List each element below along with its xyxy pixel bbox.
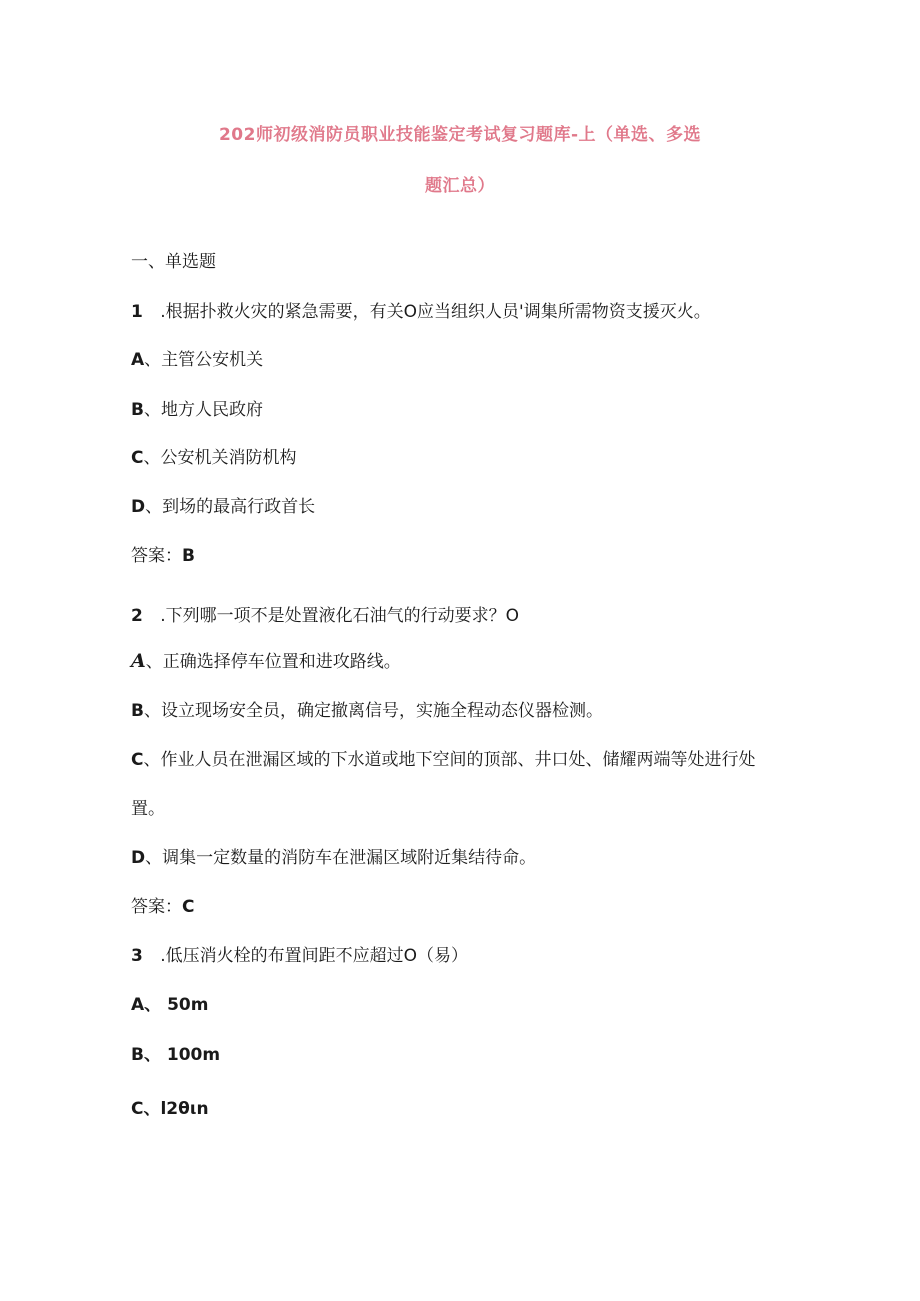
option-text: 、设立现场安全员，确定撤离信号，实施全程动态仪器检测。 [143,701,603,721]
option-c-continuation: 置。 [131,799,165,819]
option-marker: C [131,448,144,468]
answer-label: 答案： [131,546,182,566]
question-text: .根据扑救火灾的紧急需要，有关O应当组织人员'调集所需物资支援灭火。 [160,302,711,322]
option-marker: C [131,1099,144,1119]
option-text: 、调集一定数量的消防车在泄漏区域附近集结待命。 [145,848,537,868]
question-number: 2 [131,606,143,626]
answer-value: C [182,897,195,917]
option-marker: D [131,497,146,517]
option-text: 、主管公安机关 [144,350,264,370]
option-marker: C [131,750,144,770]
option-text: 、作业人员在泄漏区域的下水道或地下空间的顶部、井口处、储耀两端等处进行处 [143,750,756,770]
answer [131,541,195,566]
option-b [131,395,263,420]
option-marker: B [131,1045,144,1065]
option-a [131,345,263,370]
document-title-line-2: 题汇总） [425,176,495,196]
question-text: .低压消火栓的布置间距不应超过O（易） [160,946,469,966]
option-text: 、l2θιn [143,1099,209,1119]
option-b [131,1040,220,1065]
section-heading: 一、单选题 [131,252,216,272]
question-3 [131,941,468,966]
question-1 [131,297,711,322]
option-text: 、 100m [143,1045,221,1065]
option-c [131,443,296,468]
option-c [131,1094,209,1119]
option-c [131,745,755,770]
option-marker: B [131,400,144,420]
question-number: 1 [131,302,143,322]
option-d [131,492,315,517]
option-text: 、地方人民政府 [143,400,263,420]
option-text: 、正确选择停车位置和进攻路线。 [145,652,401,672]
option-b [131,696,603,721]
option-text: 、到场的最高行政首长 [145,497,316,517]
question-text: .下列哪一项不是处置液化石油气的行动要求？O [160,606,520,626]
answer-label: 答案： [131,897,182,917]
option-text: 、 50m [144,995,209,1015]
question-2 [131,601,519,626]
option-a [131,647,401,672]
option-a [131,990,208,1015]
answer-value: B [182,546,195,566]
option-text: 、公安机关消防机构 [143,448,297,468]
question-number: 3 [131,946,143,966]
option-marker: B [131,701,144,721]
answer [131,892,194,917]
option-marker: D [131,848,146,868]
option-marker: A [131,650,146,672]
document-title-line-1: 202师初级消防员职业技能鉴定考试复习题库-上（单选、多选 [218,125,702,145]
option-d [131,843,536,868]
option-marker: A [131,995,145,1015]
option-marker: A [131,350,145,370]
